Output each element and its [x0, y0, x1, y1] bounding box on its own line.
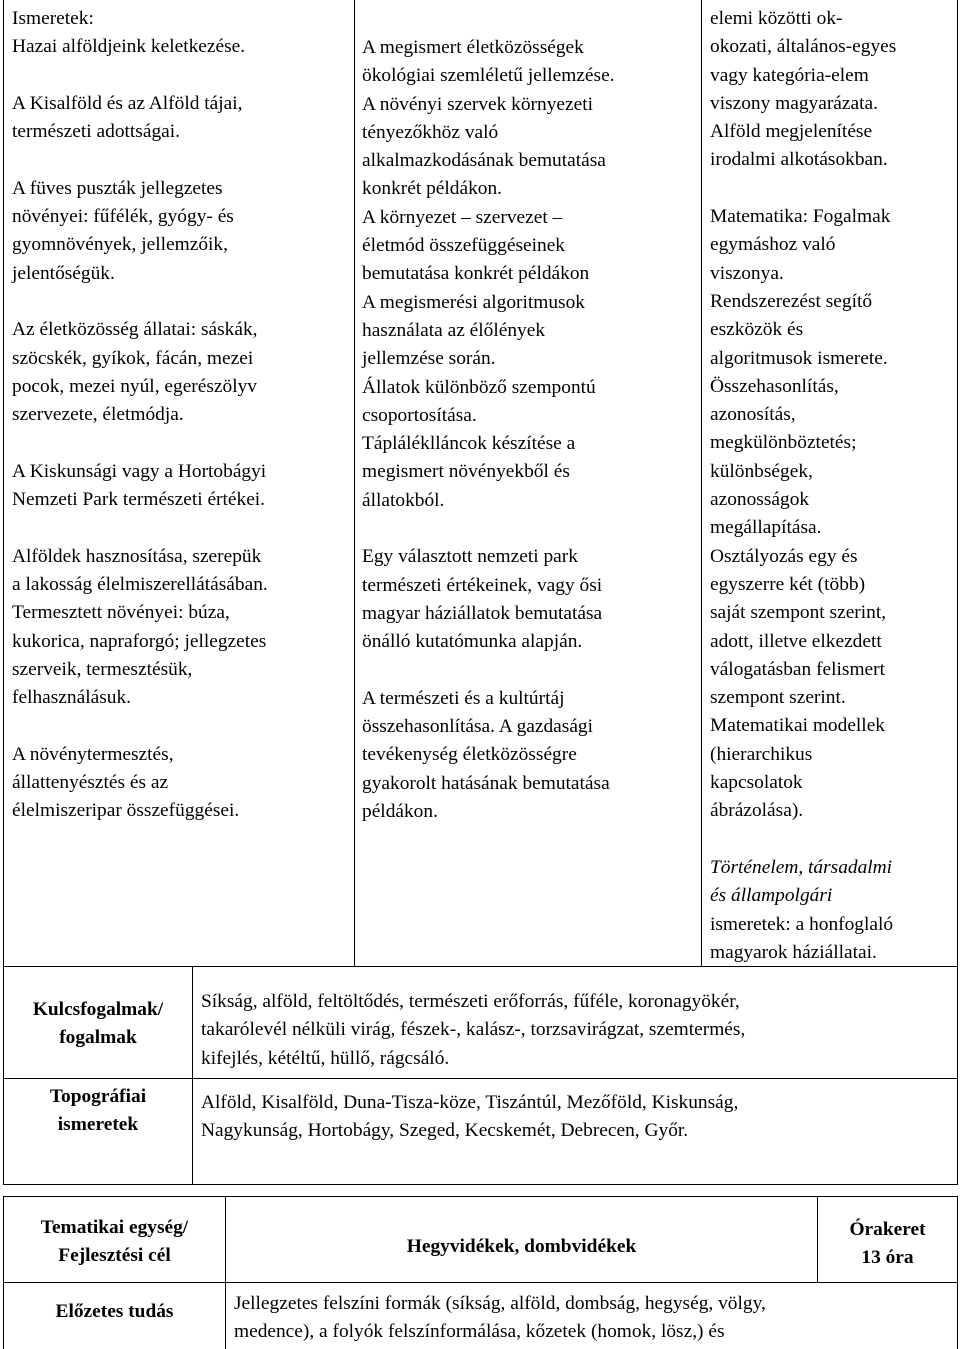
table2-label-divider	[225, 1196, 226, 1349]
tortenelem-italic-label: Történelem, társadalmi és állampolgári	[710, 856, 893, 907]
fejlesztes-paragraph-1: A megismert életközösségek ökológiai szemléletű jellemzése. A növényi szervek környezeti tényezőkhöz való alkalmazkodásának bemutatása konkrét példákon. A környezet – szervezet – életmód összefüggéseinek bemutatása konkrét példákon A megismerési algoritmusok használata az élőlények jellemzése során. Állatok különböző szempontú csoportosítása. Tápláléklláncok készítése a megismert növényekből és állatokból.	[362, 37, 615, 511]
table2-top-border	[3, 1196, 958, 1197]
table2-row-divider	[3, 1282, 958, 1283]
kulcsfogalmak-text: Síkság, alföld, feltöltődés, természeti erőforrás, fűféle, koronagyökér, takarólevél nélküli virág, fészek-, kalász-, torzsavirágzat, szemtermés, kifejlés, kétéltű, hüllő, rágcsáló.	[201, 991, 746, 1069]
kapcsolodas-paragraph-tortenelem	[710, 854, 955, 967]
topografiai-text: Alföld, Kisalföld, Duna-Tisza-köze, Tiszántúl, Mezőföld, Kiskunság, Nagykunság, Hortobágy, Szeged, Kecskemét, Debrecen, Győr.	[201, 1092, 739, 1142]
ismeretek-paragraph-7: A növénytermesztés, állattenyésztés és az élelmiszeripar összefüggései.	[12, 743, 240, 822]
table2-right-border	[957, 1196, 958, 1349]
orakeret-value: 13 óra	[861, 1247, 914, 1269]
column-fejlesztesi-kovetelmenyek	[362, 34, 698, 826]
orakeret-label	[818, 1216, 957, 1273]
elozetes-tudas-text: Jellegzetes felszíni formák (síkság, alföld, dombság, hegység, völgy, medence), a folyók felszínformálása, kőzetek (homok, lösz,) és	[234, 1293, 766, 1343]
ismeretek-paragraph-5: A Kiskunsági vagy a Hortobágyi Nemzeti Park természeti értékei.	[12, 460, 267, 511]
table1-col-divider-2	[701, 0, 702, 966]
column-ismeretek	[12, 5, 350, 826]
ismeretek-paragraph-6: Alföldek hasznosítása, szerepük a lakosság élelmiszerellátásában. Termesztett növényei: búza, kukorica, napraforgó; jellegzetes szerveik, termesztésük, felhasználásuk.	[12, 545, 268, 709]
kapcsolodas-paragraph-1: elemi közötti ok- okozati, általános-egyes vagy kategória-elem viszony magyarázata. Alföld megjelenítése irodalmi alkotásokban.	[710, 8, 897, 171]
ismeretek-paragraph-1: Ismeretek: Hazai alföldjeink keletkezése.	[12, 8, 246, 58]
tematikai-egyseg-label: Tematikai egység/ Fejlesztési cél	[40, 1217, 189, 1267]
unit-title: Hegyvidékek, dombvidékek	[406, 1236, 637, 1257]
table1-row-divider-2	[3, 1078, 958, 1079]
ismeretek-paragraph-4: Az életközösség állatai: sáskák, szöcskék, gyíkok, fácán, mezei pocok, mezei nyúl, egerészölyv szervezete, életmódja.	[12, 319, 258, 426]
table1-label-divider	[192, 966, 193, 1185]
kulcsfogalmak-label: Kulcsfogalmak/ fogalmak	[32, 999, 164, 1049]
tortenelem-text: ismeretek: a honfoglaló magyarok háziállatai.	[710, 913, 894, 963]
table1-right-border	[957, 0, 958, 1185]
kapcsolodas-paragraph-matematika: Matematika: Fogalmak egymáshoz való viszonya. Rendszerezést segítő eszközök és algoritmusok ismerete. Összehasonlítás, azonosítás, megkülönböztetés; különbségek, azonosságok megállapítása. Osztályozás egy és egyszerre két (több) saját szempont szerint, adott, illetve elkezdett válogatásban felismert szempont szerint. Matematikai modellek (hierarchikus kapcsolatok ábrázolása).	[710, 206, 891, 822]
table1-col-divider-1	[354, 0, 355, 966]
elozetes-tudas-label: Előzetes tudás	[55, 1301, 174, 1322]
ismeretek-paragraph-3: A füves puszták jellegzetes növényei: fűfélék, gyógy- és gyomnövények, jellemzőik, jelentőségük.	[12, 177, 234, 284]
ismeretek-paragraph-2: A Kisalföld és az Alföld tájai, természeti adottságai.	[12, 92, 243, 143]
fejlesztes-paragraph-2: Egy választott nemzeti park természeti értékeinek, vagy ősi magyar háziállatok bemutatása önálló kutatómunka alapján.	[362, 546, 603, 653]
table1-bottom-border	[3, 1184, 958, 1185]
fejlesztes-paragraph-3: A természeti és a kultúrtáj összehasonlítása. A gazdasági tevékenység életközösségre gyakorolt hatásának bemutatása példákon.	[362, 687, 610, 823]
topografiai-label: Topográfiai ismeretek	[49, 1086, 147, 1136]
orakeret-label-text: Órakeret	[849, 1219, 926, 1240]
column-kapcsolodasi-pontok	[710, 5, 955, 967]
